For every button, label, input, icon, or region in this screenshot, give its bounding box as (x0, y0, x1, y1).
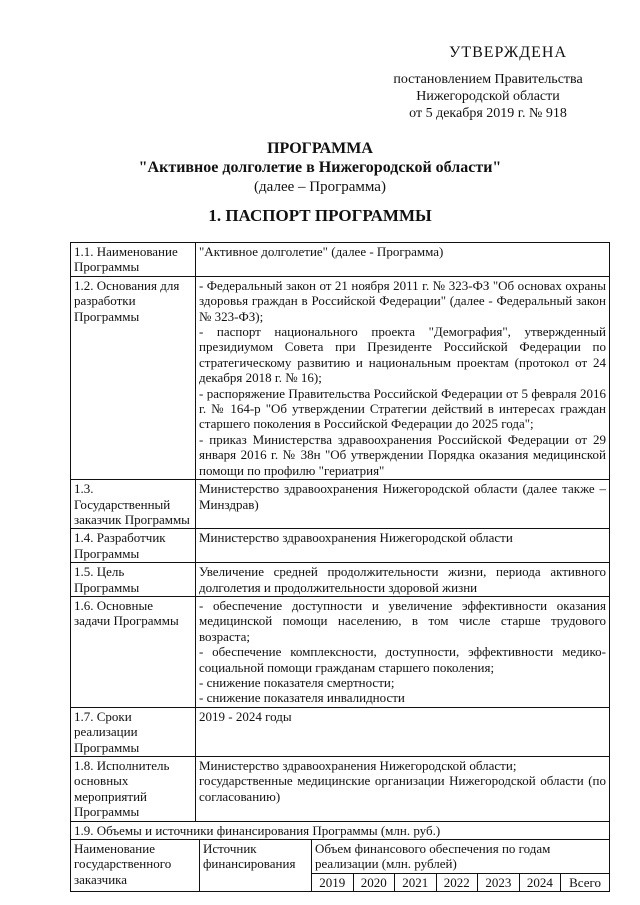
col-customer: Наименование государственного заказчика (71, 840, 200, 891)
financing-header-cell (71, 840, 610, 892)
approval-line: постановлением Правительства (393, 72, 583, 87)
year-cell: 2024 (519, 873, 561, 891)
table-row (71, 707, 610, 756)
section-title: 1. ПАСПОРТ ПРОГРАММЫ (208, 206, 432, 225)
row-label: 1.6. Основные задачи Программы (71, 596, 196, 707)
financing-table (71, 840, 609, 891)
table-row (71, 563, 610, 597)
table-row (71, 757, 610, 822)
value-line: - обеспечение комплексности, доступности, эффективности медико-социальной помощи гражданам старшего поколения; (199, 644, 606, 675)
value-line: 2019 - 2024 годы (199, 708, 292, 724)
value-line: - Федеральный закон от 21 ноября 2011 г. № 323-ФЗ "Об основах охраны здоровья граждан в Российской Федерации" (далее - Федеральный закон № 323-ФЗ); (199, 277, 606, 324)
approval-heading: УТВЕРЖДЕНА (448, 44, 567, 61)
row-label: 1.2. Основания для разработки Программы (71, 276, 196, 479)
row-value (196, 707, 610, 756)
approval-line: Нижегородской области (416, 89, 560, 104)
value-line: Министерство здравоохранения Нижегородской области; (199, 758, 517, 773)
year-cell: 2022 (436, 873, 478, 891)
col-source: Источник финансирования (200, 840, 312, 891)
value-line: "Активное долголетие" (далее - Программа) (199, 244, 444, 259)
row-label: 1.5. Цель Программы (71, 563, 196, 597)
year-cell: 2019 (312, 873, 354, 891)
table-row (71, 596, 610, 707)
value-line: государственные медицинские организации Нижегородской области (по согласованию) (199, 773, 606, 804)
col-volume: Объем финансового обеспечения по годам реализации (млн. рублей) (312, 840, 610, 873)
program-title: ПРОГРАММА (267, 140, 373, 157)
financing-title: 1.9. Объемы и источники финансирования Программы (млн. руб.) (71, 821, 610, 839)
year-cell: 2023 (478, 873, 520, 891)
value-line: - приказ Министерства здравоохранения Российской Федерации от 29 января 2016 г. № 38н "Об утверждении Порядка оказания медицинской помощи по профилю "гериатрия" (199, 431, 606, 478)
value-line: - снижение показателя смертности; (199, 674, 395, 690)
row-label: 1.4. Разработчик Программы (71, 529, 196, 563)
row-value (196, 757, 610, 822)
program-name: "Активное долголетие в Нижегородской области" (138, 159, 502, 176)
value-line: - обеспечение доступности и увеличение эффективности оказания медицинской помощи населению, в том числе старше трудового возраста; (199, 597, 606, 644)
financing-header-row (71, 840, 610, 892)
row-value (196, 596, 610, 707)
row-value (196, 276, 610, 479)
table-row (71, 243, 610, 277)
table-row (71, 529, 610, 563)
row-value (196, 529, 610, 563)
value-line: - паспорт национального проекта "Демография", утвержденный президиумом Совета при Президенте Российской Федерации по стратегическому развитию и национальным проектам (протокол от 24 декабря 2018 г. № 16); (199, 324, 606, 386)
value-line: Увеличение средней продолжительности жизни, периода активного долголетия и продолжительности здоровой жизни (199, 564, 606, 595)
row-value (196, 563, 610, 597)
year-cell-total: Всего (561, 873, 609, 891)
financing-header-top (71, 840, 609, 873)
row-label: 1.7. Сроки реализации Программы (71, 707, 196, 756)
value-line: - распоряжение Правительства Российской Федерации от 5 февраля 2016 г. № 164-р "Об утверждении Стратегии действий в интересах граждан старшего поколения в Российской Федерации до 2025 года"; (199, 385, 606, 432)
row-label: 1.3. Государственный заказчик Программы (71, 480, 196, 529)
approval-line: от 5 декабря 2019 г. № 918 (409, 106, 567, 121)
row-value (196, 480, 610, 529)
program-alias: (далее – Программа) (254, 179, 386, 195)
financing-title-row (71, 821, 610, 839)
row-label: 1.8. Исполнитель основных мероприятий Программы (71, 757, 196, 822)
year-cell: 2020 (353, 873, 395, 891)
table-row (71, 276, 610, 479)
passport-table (70, 242, 610, 892)
value-line: - снижение показателя инвалидности (199, 690, 405, 706)
table-row (71, 480, 610, 529)
value-line: Министерство здравоохранения Нижегородской области (199, 530, 513, 546)
row-label: 1.1. Наименование Программы (71, 243, 196, 277)
year-cell: 2021 (395, 873, 437, 891)
row-value (196, 243, 610, 277)
value-line: Министерство здравоохранения Нижегородской области (далее также – Минздрав) (199, 481, 606, 512)
program-title-block (0, 140, 640, 196)
approval-block (378, 44, 598, 122)
